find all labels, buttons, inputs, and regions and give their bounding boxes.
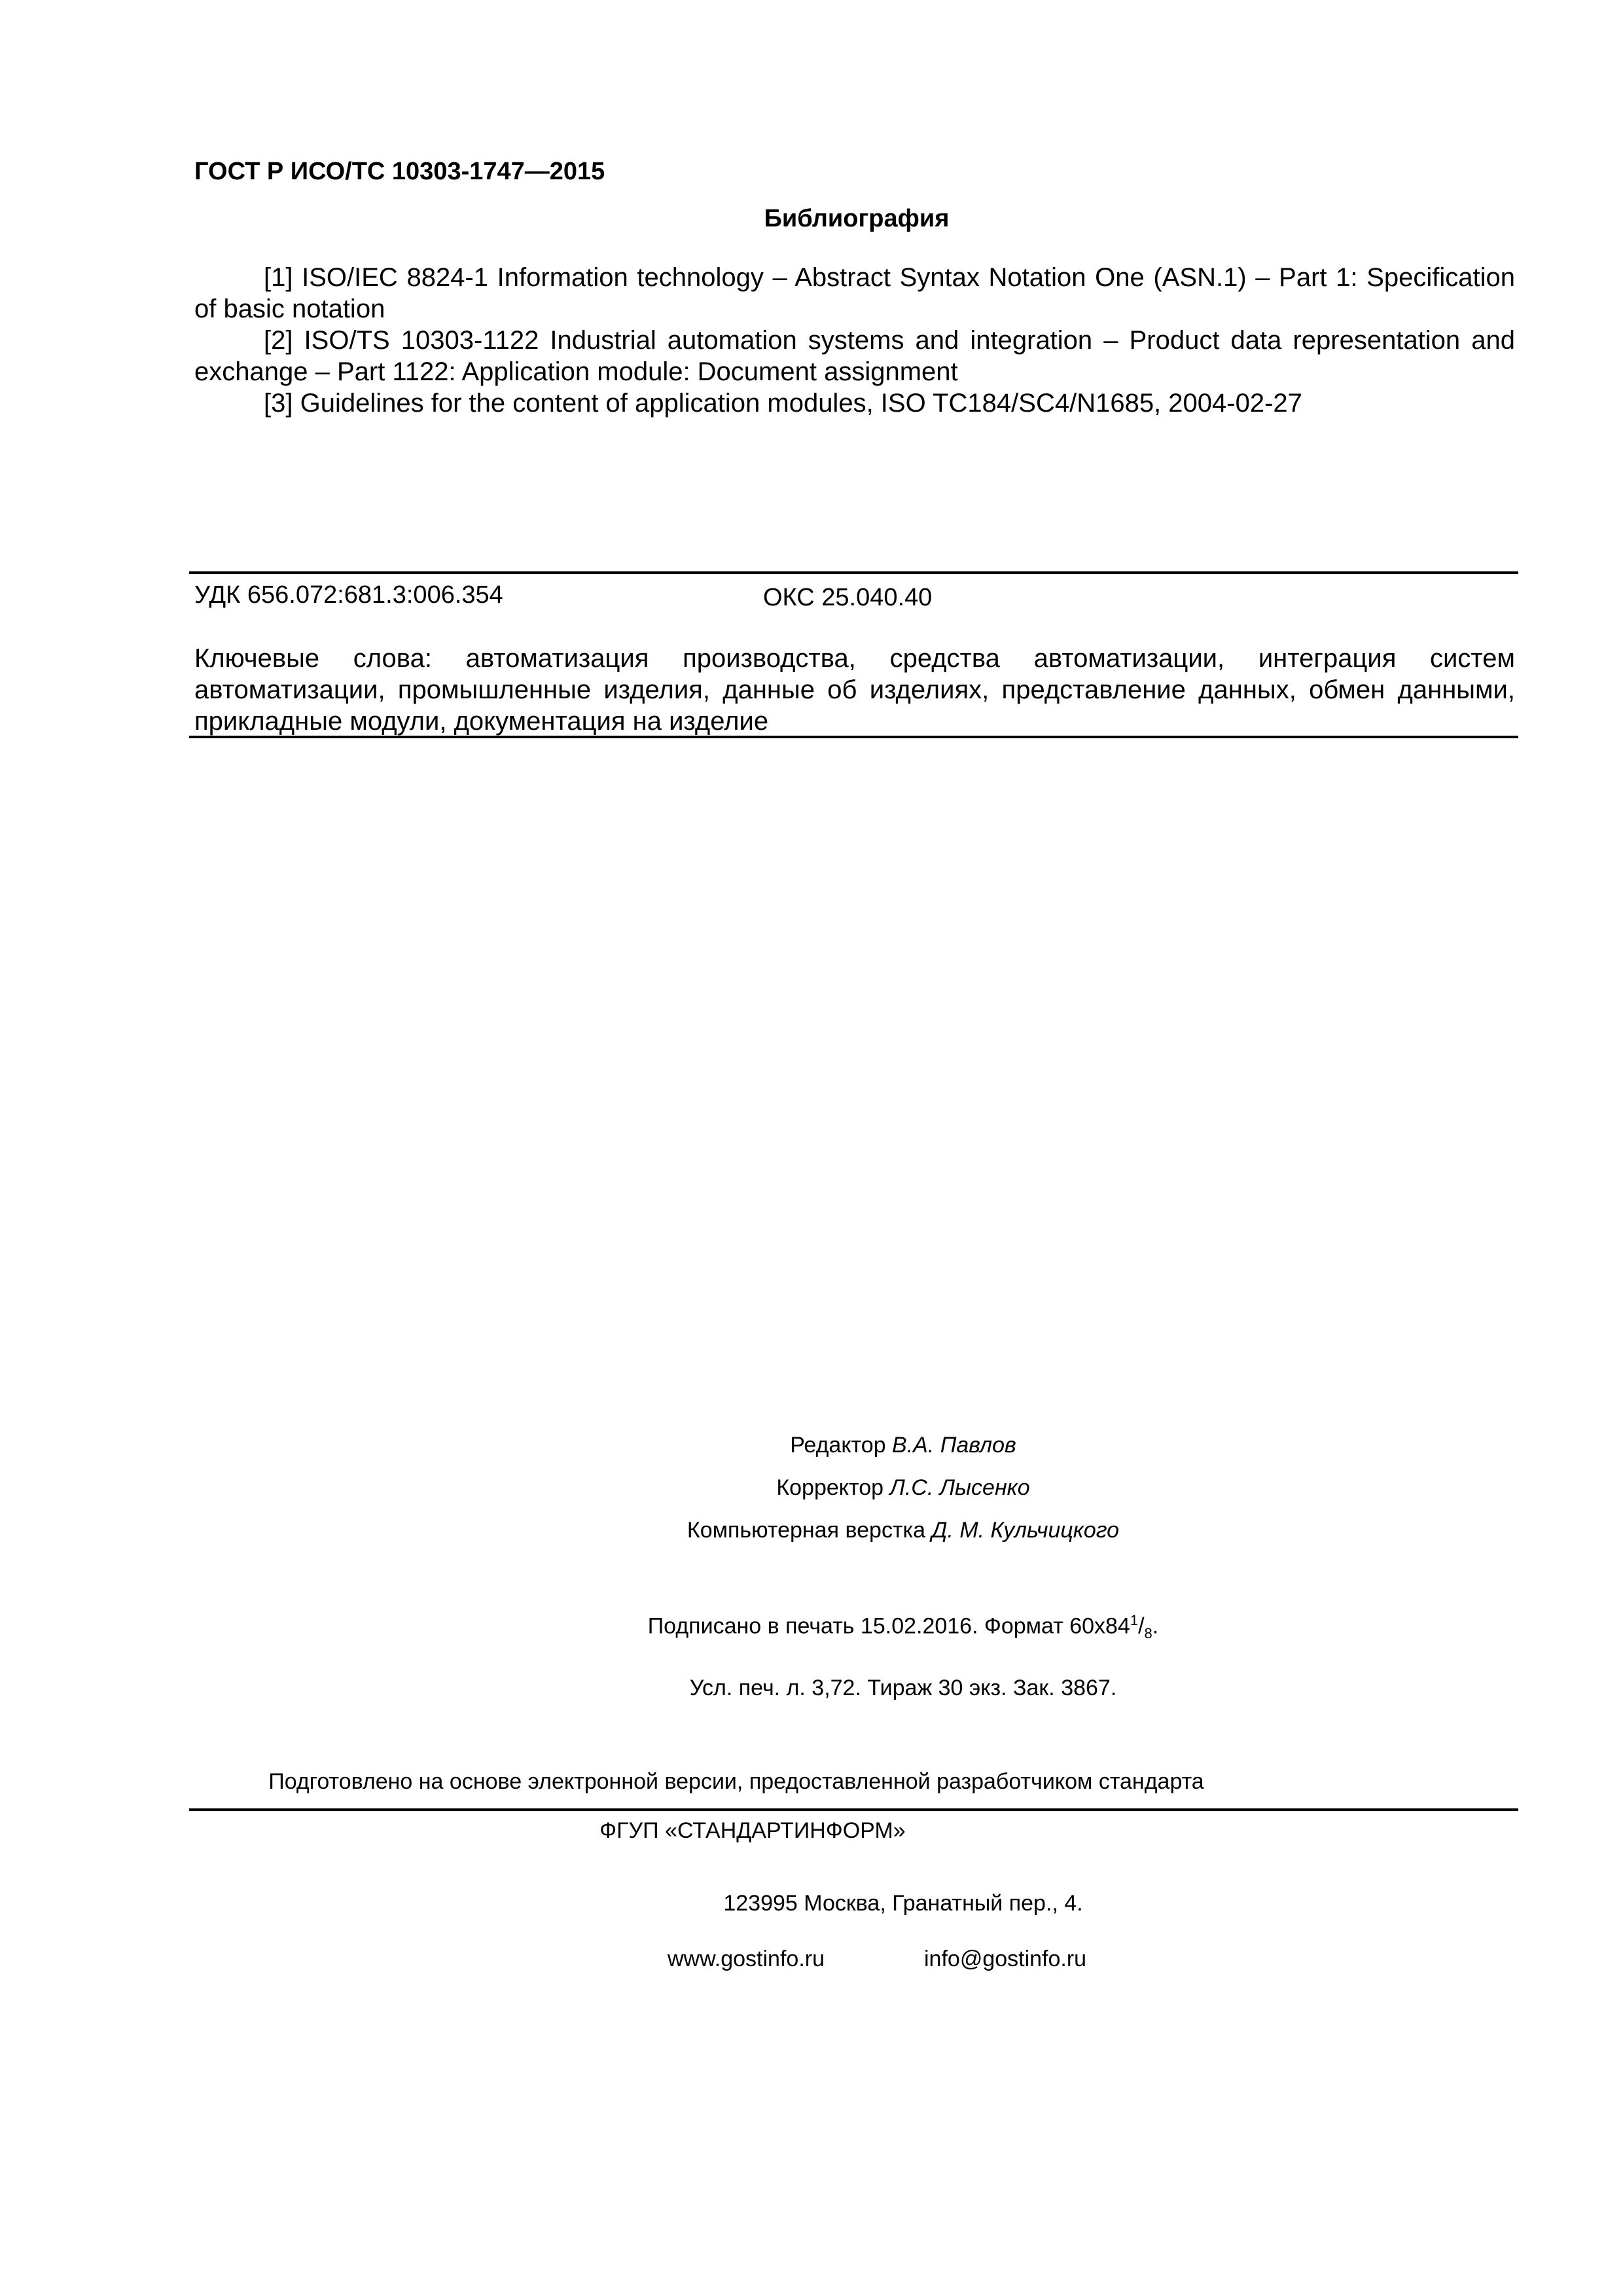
website-link[interactable]: www.gostinfo.ru (668, 1946, 825, 1971)
oks-code: ОКС 25.040.40 (763, 584, 933, 611)
bibliography-entry: [1] ISO/IEC 8824-1 Information technology – Abstract Syntax Notation One (ASN.1) – Part 1: Specification of basic notation (194, 263, 1515, 323)
udk-code: УДК 656.072:681.3:006.354 (194, 581, 503, 609)
corrector-label: Корректор (776, 1475, 884, 1500)
editor-label: Редактор (790, 1433, 886, 1458)
publisher-address: 123995 Москва, Гранатный пер., 4. (723, 1891, 1083, 1916)
keywords-text: Ключевые слова: автоматизация производства, средства автоматизации, интеграция систем автоматизации, промышленные изделия, данные об изделиях, представление данных, обмен данными, прикладные модули, документация на изделие (194, 644, 1515, 736)
print-info: Усл. печ. л. 3,72. Тираж 30 экз. Зак. 3867. (689, 1676, 1117, 1700)
editor-name: В.А. Павлов (892, 1433, 1016, 1458)
layout-line (0, 1516, 1623, 1545)
email-link[interactable]: info@gostinfo.ru (924, 1946, 1087, 1971)
signed-line: Подписано в печать 15.02.2016. Формат $60x84^1/_8$. (647, 1612, 1159, 1642)
bibliography-entry: [3] Guidelines for the content of application modules, ISO TC184/SC4/N1685, 2004-02-27 (264, 389, 1302, 418)
imprint-divider (189, 1808, 1518, 1811)
keywords-divider (189, 736, 1518, 738)
bibliography-entry: [2] ISO/TS 10303-1122 Industrial automation systems and integration – Product data representation and exchange – Part 1122: Application module: Document assignment (194, 326, 1515, 386)
format-superscript: 1 (1130, 1612, 1139, 1628)
document-code: ГОСТ Р ИСО/ТС 10303-1747—2015 (194, 158, 605, 185)
format-subscript: 8 (1144, 1625, 1152, 1642)
prepared-note: Подготовлено на основе электронной версии, предоставленной разработчиком стандарта (268, 1769, 1204, 1794)
editor-line (0, 1431, 1623, 1460)
bibliography-list (194, 262, 1515, 419)
layout-name: Д. М. Кульчицкого (931, 1518, 1120, 1543)
keywords-block (194, 643, 1515, 737)
corrector-name: Л.С. Лысенко (889, 1475, 1030, 1500)
layout-label: Компьютерная верстка (687, 1518, 926, 1543)
bibliography-title: Библиография (764, 205, 950, 232)
signed-text: Подписано в печать 15.02.2016. Формат 60x84 (647, 1613, 1130, 1639)
contact-links (668, 1945, 1086, 1973)
top-divider (189, 571, 1518, 574)
corrector-line (0, 1473, 1623, 1502)
publisher-name: ФГУП «СТАНДАРТИНФОРМ» (599, 1818, 906, 1843)
